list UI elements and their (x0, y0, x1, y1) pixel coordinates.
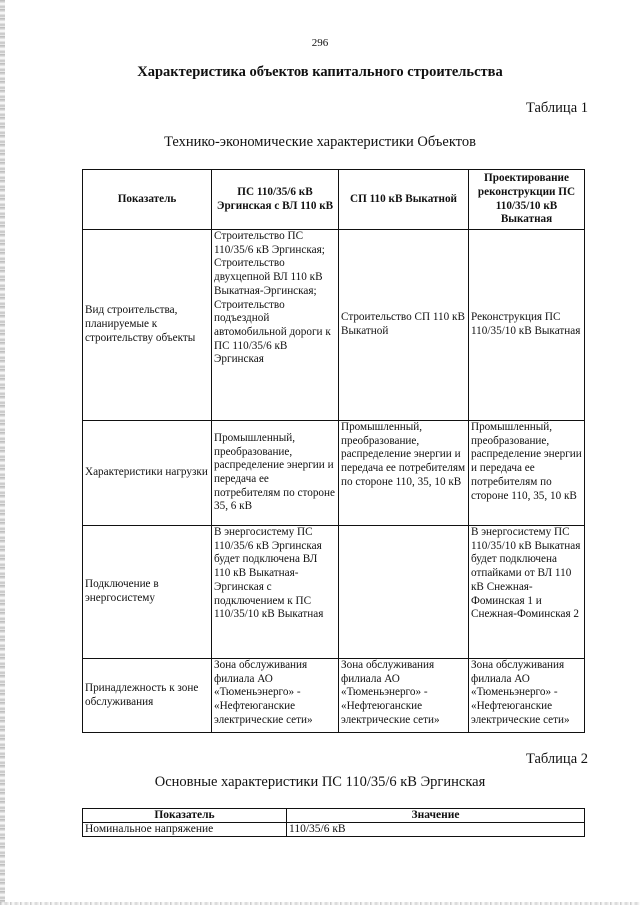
table2-caption: Основные характеристики ПС 110/35/6 кВ Эргинская (154, 774, 486, 790)
row-cell-vykatnaya: В энергосистему ПС 110/35/10 кВ Выкатная будет подключена отпайками от ВЛ 110 кВ Снежная-Фоминская 1 и Снежная-Фоминская 2 (469, 526, 585, 659)
row-cell-vykatnaya: Зона обслуживания филиала АО «Тюменьэнерго» - «Нефтеюганские электрические сети» (469, 659, 585, 733)
table2-header-indicator: Показатель (83, 809, 287, 823)
table1-header-vykatnaya: Проектирование реконструкции ПС 110/35/10 кВ Выкатная (469, 170, 585, 230)
table-row (83, 421, 585, 526)
row-cell-sp-vykatnoy: Зона обслуживания филиала АО «Тюменьэнерго» - «Нефтеюганские электрические сети» (339, 659, 469, 733)
page-number: 296 (311, 37, 329, 49)
row-cell-sp-vykatnoy: Промышленный, преобразование, распределение энергии и передача ее потребителям по стороне 110, 35, 10 кВ (339, 421, 469, 526)
table2-header-value: Значение (287, 809, 585, 823)
table-row (83, 659, 585, 733)
row-indicator: Характеристики нагрузки (83, 421, 212, 526)
table1-header-indicator: Показатель (83, 170, 212, 230)
table-row (83, 526, 585, 659)
objects-characteristics-table (82, 169, 585, 733)
row-cell-vykatnaya: Реконструкция ПС 110/35/10 кВ Выкатная (469, 230, 585, 421)
table1-header-row (83, 170, 585, 230)
table1-caption: Технико-экономические характеристики Объектов (164, 134, 476, 150)
table2-header-row (83, 809, 585, 823)
row-cell-ergin: Строительство ПС 110/35/6 кВ Эргинская; Строительство двухцепной ВЛ 110 кВ Выкатная-Эргинская; Строительство подъездной автомобильной дороги к ПС 110/35/6 кВ Эргинская (212, 230, 339, 421)
table1-header-ergin: ПС 110/35/6 кВ Эргинская с ВЛ 110 кВ (212, 170, 339, 230)
row-cell-sp-vykatnoy: Строительство СП 110 кВ Выкатной (339, 230, 469, 421)
row-cell-sp-vykatnoy (339, 526, 469, 659)
row-indicator: Подключение в энергосистему (83, 526, 212, 659)
row-cell-ergin: В энергосистему ПС 110/35/6 кВ Эргинская будет подключена ВЛ 110 кВ Выкатная-Эргинская с подключением к ПС 110/35/10 кВ Выкатная (212, 526, 339, 659)
row-indicator: Номинальное напряжение (83, 823, 287, 837)
row-cell-ergin: Промышленный, преобразование, распределение энергии и передача ее потребителям по стороне 35, 6 кВ (212, 421, 339, 526)
row-value: 110/35/6 кВ (287, 823, 585, 837)
row-cell-ergin: Зона обслуживания филиала АО «Тюменьэнерго» - «Нефтеюганские электрические сети» (212, 659, 339, 733)
row-cell-vykatnaya: Промышленный, преобразование, распределение энергии и передача ее потребителям по стороне 110, 35, 10 кВ (469, 421, 585, 526)
table1-header-sp-vykatnoy: СП 110 кВ Выкатной (339, 170, 469, 230)
substation-characteristics-table (82, 808, 585, 837)
table2-label: Таблица 2 (525, 751, 588, 767)
row-indicator: Вид строительства, планируемые к строительству объекты (83, 230, 212, 421)
table-row (83, 823, 585, 837)
document-heading: Характеристика объектов капитального строительства (137, 64, 503, 80)
row-indicator: Принадлежность к зоне обслуживания (83, 659, 212, 733)
table1-label: Таблица 1 (525, 100, 588, 116)
table-row (83, 230, 585, 421)
